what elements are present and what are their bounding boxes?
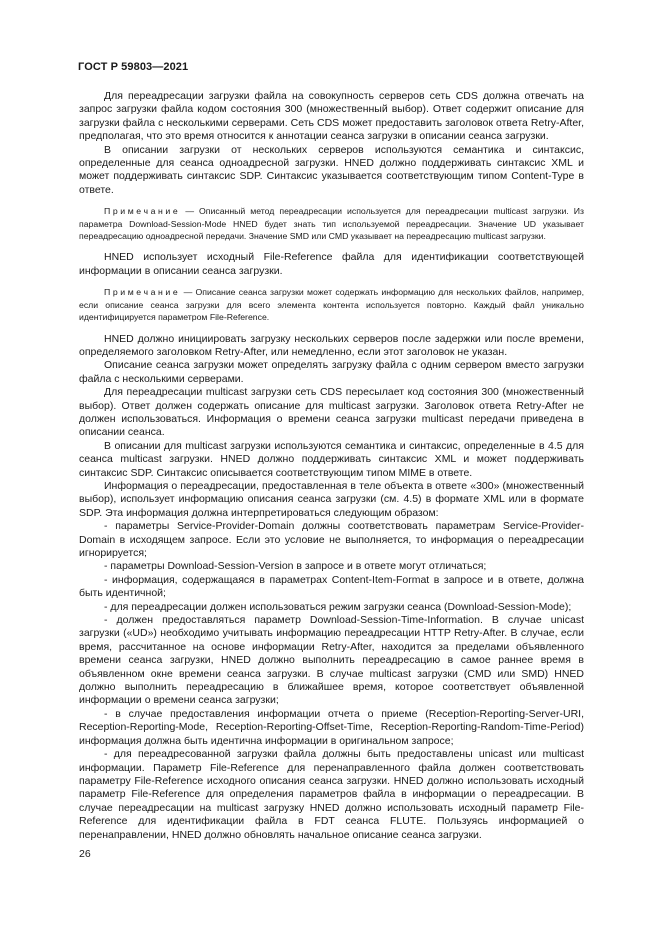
paragraph: В описании для multicast загрузки используются семантика и синтаксис, определенные в 4.5 для сеанса multicast загрузки. HNED должно поддерживать синтаксис XML и может поддерживать синтаксис SDP. Синтаксис описывается соответствующим типом MIME в ответе. (79, 439, 584, 479)
list-item: - в случае предоставления информации отчета о приеме (Reception-Reporting-Server-URI, Reception-Reporting-Mode, Reception-Reporting-Offset-Time, Reception-Reporting-Random-Time-Period) информация должна быть идентична информации в оригинальном запросе; (79, 707, 584, 747)
note-label: Примечание (104, 287, 181, 298)
paragraph: Описание сеанса загрузки может определять загрузку файла с одним сервером вместо загрузки файла с несколькими серверами. (79, 359, 584, 385)
list-item: - должен предоставляться параметр Download-Session-Time-Information. В случае unicast загрузки («UD») необходимо учитывать информацию переадресации HTTP Retry-After. В случае, если время, рассчитанное на основе информации Retry-After, находится за пределами объявленного времени сеанса загрузки, HNED должно выполнить переадресацию в самое раннее время в объявленном окне времени сеанса загрузки. В случае multicast загрузки (CMD или SMD) HNED должно выполнить переадресацию в ближайшее время, которое соответствует объявленной информации о времени сеанса загрузки; (79, 614, 584, 707)
note-text: — Описание сеанса загрузки может содержать информацию для нескольких файлов, например, если описание сеанса загрузки для всего элемента контента используется повторно. Каждый файл уникально идентифицируется параметром File-Reference. (79, 287, 584, 323)
paragraph: HNED должно инициировать загрузку нескольких серверов после задержки или после времени, определяемого заголовком Retry-After, или немедленно, если этот заголовок не указан. (79, 332, 584, 358)
note (79, 286, 584, 323)
note-text: — Описанный метод переадресации используется для переадресации multicast загрузки. Из параметра Download-Session-Mode HNED будет знать тип используемой переадресации. Значение UD указывает переадресацию одноадресной передачи. Значение SMD или CMD указывает на переадресацию multicast загрузки. (79, 206, 584, 242)
paragraph: Для переадресации multicast загрузки сеть CDS пересылает код состояния 300 (множественный выбор). Ответ должен содержать описание для multicast загрузки. Заголовок ответа Retry-After не должен использоваться. Информация о времени сеанса загрузки multicast передачи приведена в описании сеанса. (79, 386, 584, 439)
list-item: - для переадресованной загрузки файла должны быть предоставлены unicast или multicast информации. Параметр File-Reference для перенаправленного файла должен соответствовать параметру File-Reference исходного описания сеанса загрузки. HNED должно использовать исходный параметр File-Reference для определения параметров файла в информации о переадресации. В случае переадресации на multicast загрузку HNED должно использовать исходный параметр File-Reference для идентификации файла в FDT сеанса FLUTE. Пользуясь информацией о перенаправлении, HNED должно обновлять начальное описание сеанса загрузки. (79, 748, 584, 841)
note-label: Примечание (104, 206, 181, 217)
document-header: ГОСТ Р 59803—2021 (78, 61, 189, 73)
paragraph: Информация о переадресации, предоставленная в теле объекта в ответе «300» (множественный выбор), использует информацию описания сеанса загрузки (см. 4.5) в формате XML или в формате SDP. Эта информация должна интерпретироваться следующим образом: (79, 479, 584, 519)
list-item: - параметры Service-Provider-Domain должны соответствовать параметрам Service-Provider-Domain в исходящем запросе. Если это условие не выполняется, то информация о переадресации игнорируется; (79, 520, 584, 559)
list-item: - информация, содержащаяся в параметрах Content-Item-Format в запросе и в ответе, должна быть идентичной; (79, 573, 584, 600)
paragraph: Для переадресации загрузки файла на совокупность серверов сеть CDS должна отвечать на запрос загрузки файла кодом состояния 300 (множественный выбор). Ответ содержит описание для загрузки файла с несколькими серверами. Сеть CDS может предоставить заголовок ответа Retry-After, предполагая, что это время относится к аннотации сеанса загрузки в описании сеанса загрузки. (79, 90, 584, 143)
page-body (79, 90, 584, 842)
paragraph: HNED использует исходный File-Reference файла для идентификации соответствующей информации в описании сеанса загрузки. (79, 251, 584, 277)
paragraph: В описании загрузки от нескольких серверов используются семантика и синтаксис, определенные для сеанса одноадресной загрузки. HNED должно поддерживать синтаксис XML и может поддерживать синтаксис SDP. Синтаксис указывается соответствующим типом Content-Type в ответе. (79, 143, 584, 196)
list-item: - параметры Download-Session-Version в запросе и в ответе могут отличаться; (104, 560, 487, 573)
page-number: 26 (79, 848, 91, 860)
list-item: - для переадресации должен использоваться режим загрузки сеанса (Download-Session-Mode); (104, 600, 572, 613)
note (79, 205, 584, 242)
